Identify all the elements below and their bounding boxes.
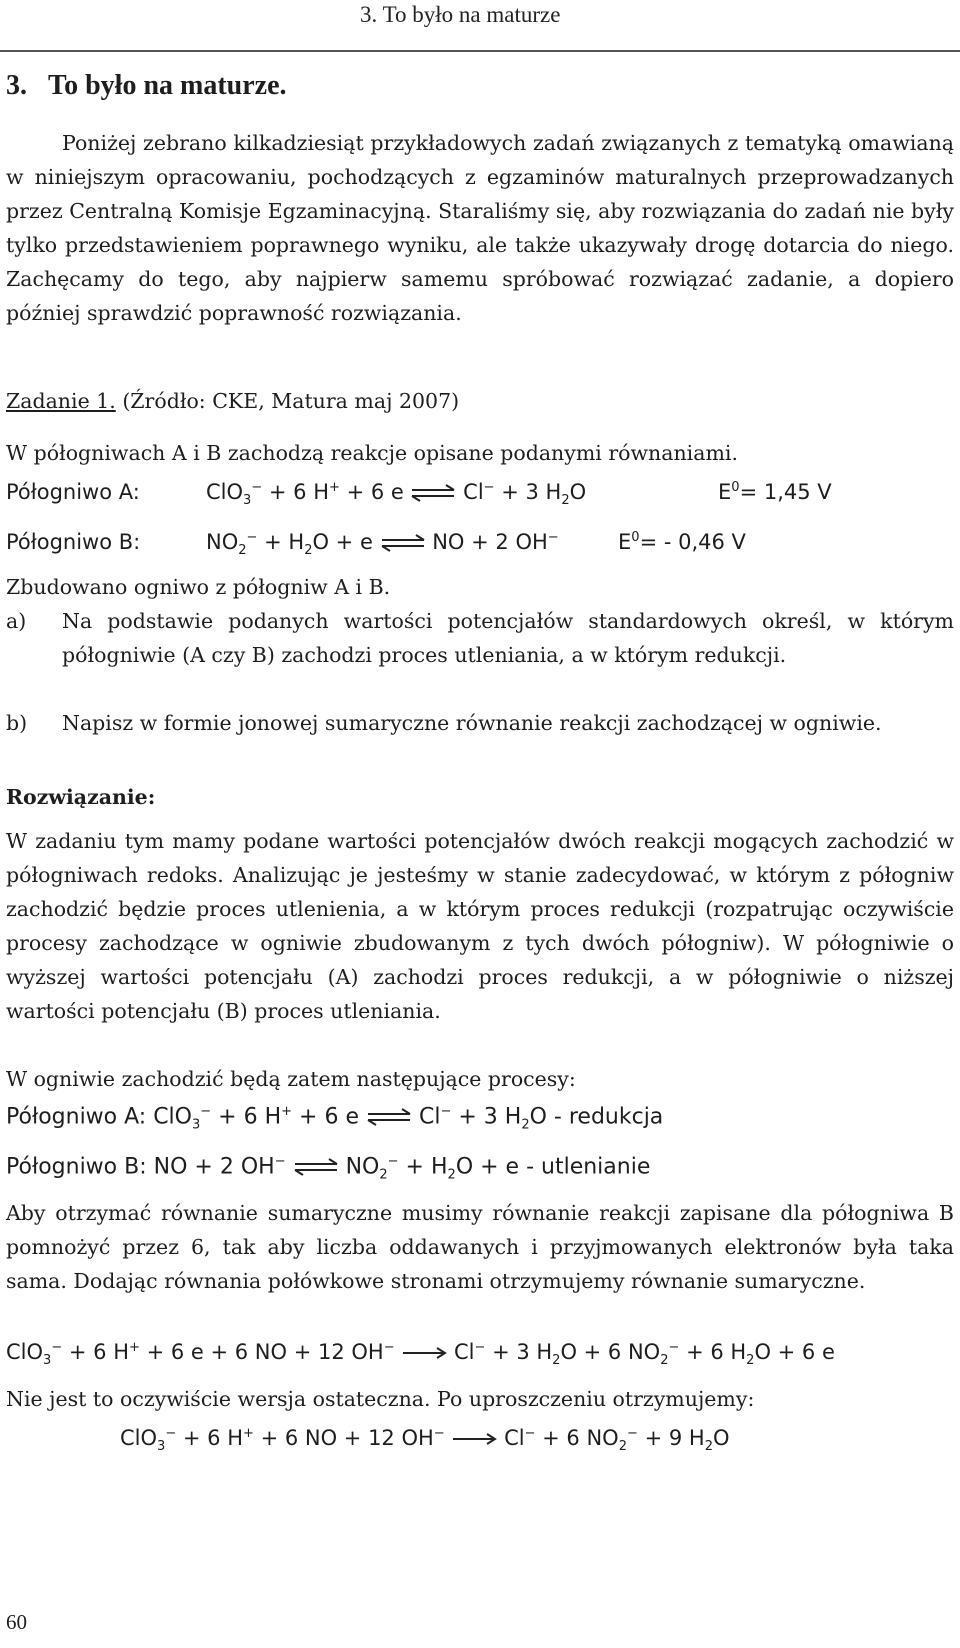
solution-paragraph-2: W ogniwie zachodzić będą zatem następujące procesy: xyxy=(6,1067,576,1091)
solution-paragraph-1: W zadaniu tym mamy podane wartości potencjałów dwóch reakcji mogących zachodzić w półogniwach redoks. Analizując je jesteśmy w stanie zadecydować, w którym z półogniw zachodzić będzie proces utlenienia, a w którym proces redukcji (rozpatrując oczywiście procesy zachodzące w ogniwie zbudowanym z tych dwóch półogniw). W półogniwie o wyższej wartości potencjału (A) zachodzi proces redukcji, a w półogniwie o niższej wartości potencjału (B) proces utleniania. xyxy=(6,829,954,1023)
question-a xyxy=(6,604,954,706)
equilibrium-arrow-icon xyxy=(293,1157,339,1177)
equilibrium-arrow-icon xyxy=(380,533,426,553)
solution-heading: Rozwiązanie: xyxy=(6,785,156,809)
page-number: 60 xyxy=(6,1610,27,1634)
halfcell-a-equation: ClO$_3$− + 6 H+ + 6 e Cl− + 3 $H_2O$ xyxy=(206,480,587,509)
final-equation: ClO$_3$− + 6 H+ + 6 NO + 12 OH− Cl− + 6 $NO_2^- + 9$ $H_2O$ xyxy=(120,1426,730,1455)
equilibrium-arrow-icon xyxy=(410,483,456,503)
task-label: Zadanie 1. xyxy=(6,389,116,413)
task-header xyxy=(6,384,954,418)
summed-equation: ClO$_3$− + 6 H+ + 6 e + 6 NO + 12 OH− Cl− + 3 $H_2O + 6$ $NO_2^- + 6$ $H_2O + 6$ e xyxy=(6,1340,835,1369)
section-number: 3. xyxy=(6,70,27,101)
question-b xyxy=(6,706,954,774)
halfcell-a-potential: $E^0= 1,45$ V xyxy=(718,480,832,504)
section-title-text: To było na maturze. xyxy=(48,70,287,101)
task-source: (Źródło: CKE, Matura maj 2007) xyxy=(122,389,460,413)
solution-paragraph-3: Aby otrzymać równanie sumaryczne musimy równanie reakcji zapisane dla półogniwa B pomnożyć przez 6, tak aby liczba oddawanych i przyjmowanych elektronów była taka sama. Dodając równania połówkowe stronami otrzymujemy równanie sumaryczne. xyxy=(6,1201,954,1293)
halfcell-b-equation: $NO_2^- + H_2O + e$ NO + 2 OH− xyxy=(206,530,559,559)
question-b-label: b) xyxy=(6,711,28,735)
task-statement: W półogniwach A i B zachodzą reakcje opisane podanymi równaniami. xyxy=(6,441,738,465)
cell-built-statement: Zbudowano ogniwo z półogniw A i B. xyxy=(6,575,391,599)
question-a-text: Na podstawie podanych wartości potencjałów standardowych określ, w którym półogniwie (A czy B) zachodzi proces utleniania, a w którym redukcji. xyxy=(62,609,954,667)
section-title xyxy=(6,70,287,102)
process-a-equation: Półogniwo A: ClO$_3$− + 6 H+ + 6 e Cl− + 3 $H_2O$ - redukcja xyxy=(6,1104,664,1133)
intro-paragraph: Poniżej zebrano kilkadziesiąt przykładowych zadań związanych z tematyką omawianą w niniejszym opracowaniu, pochodzących z egzaminów maturalnych przeprowadzanych przez Centralną Komisje Egzaminacyjną. Staraliśmy się, aby rozwiązania do zadań nie były tylko przedstawieniem poprawnego wyniku, ale także ukazywały drogę dotarcia do niego. Zachęcamy do tego, aby najpierw samemu spróbować rozwiązać zadanie, a dopiero później sprawdzić poprawność rozwiązania. xyxy=(6,131,954,325)
question-a-label: a) xyxy=(6,609,27,633)
solution-paragraph-4: Nie jest to oczywiście wersja ostateczna. Po uproszczeniu otrzymujemy: xyxy=(6,1387,755,1411)
header-rule xyxy=(0,50,960,52)
reaction-arrow-icon xyxy=(451,1429,497,1449)
process-b-equation: Półogniwo B: NO + 2 OH− $NO_2^- + H_2O + e$ - utlenianie xyxy=(6,1154,651,1183)
reaction-arrow-icon xyxy=(401,1343,447,1363)
question-b-text: Napisz w formie jonowej sumaryczne równanie reakcji zachodzącej w ogniwie. xyxy=(62,711,882,735)
halfcell-b-label: Półogniwo B: xyxy=(6,530,141,554)
halfcell-a-label: Półogniwo A: xyxy=(6,480,140,504)
running-header: 3. To było na maturze xyxy=(360,2,561,27)
halfcell-b-potential: $E^0= - 0,46$ V xyxy=(618,530,746,554)
equilibrium-arrow-icon xyxy=(366,1107,412,1127)
